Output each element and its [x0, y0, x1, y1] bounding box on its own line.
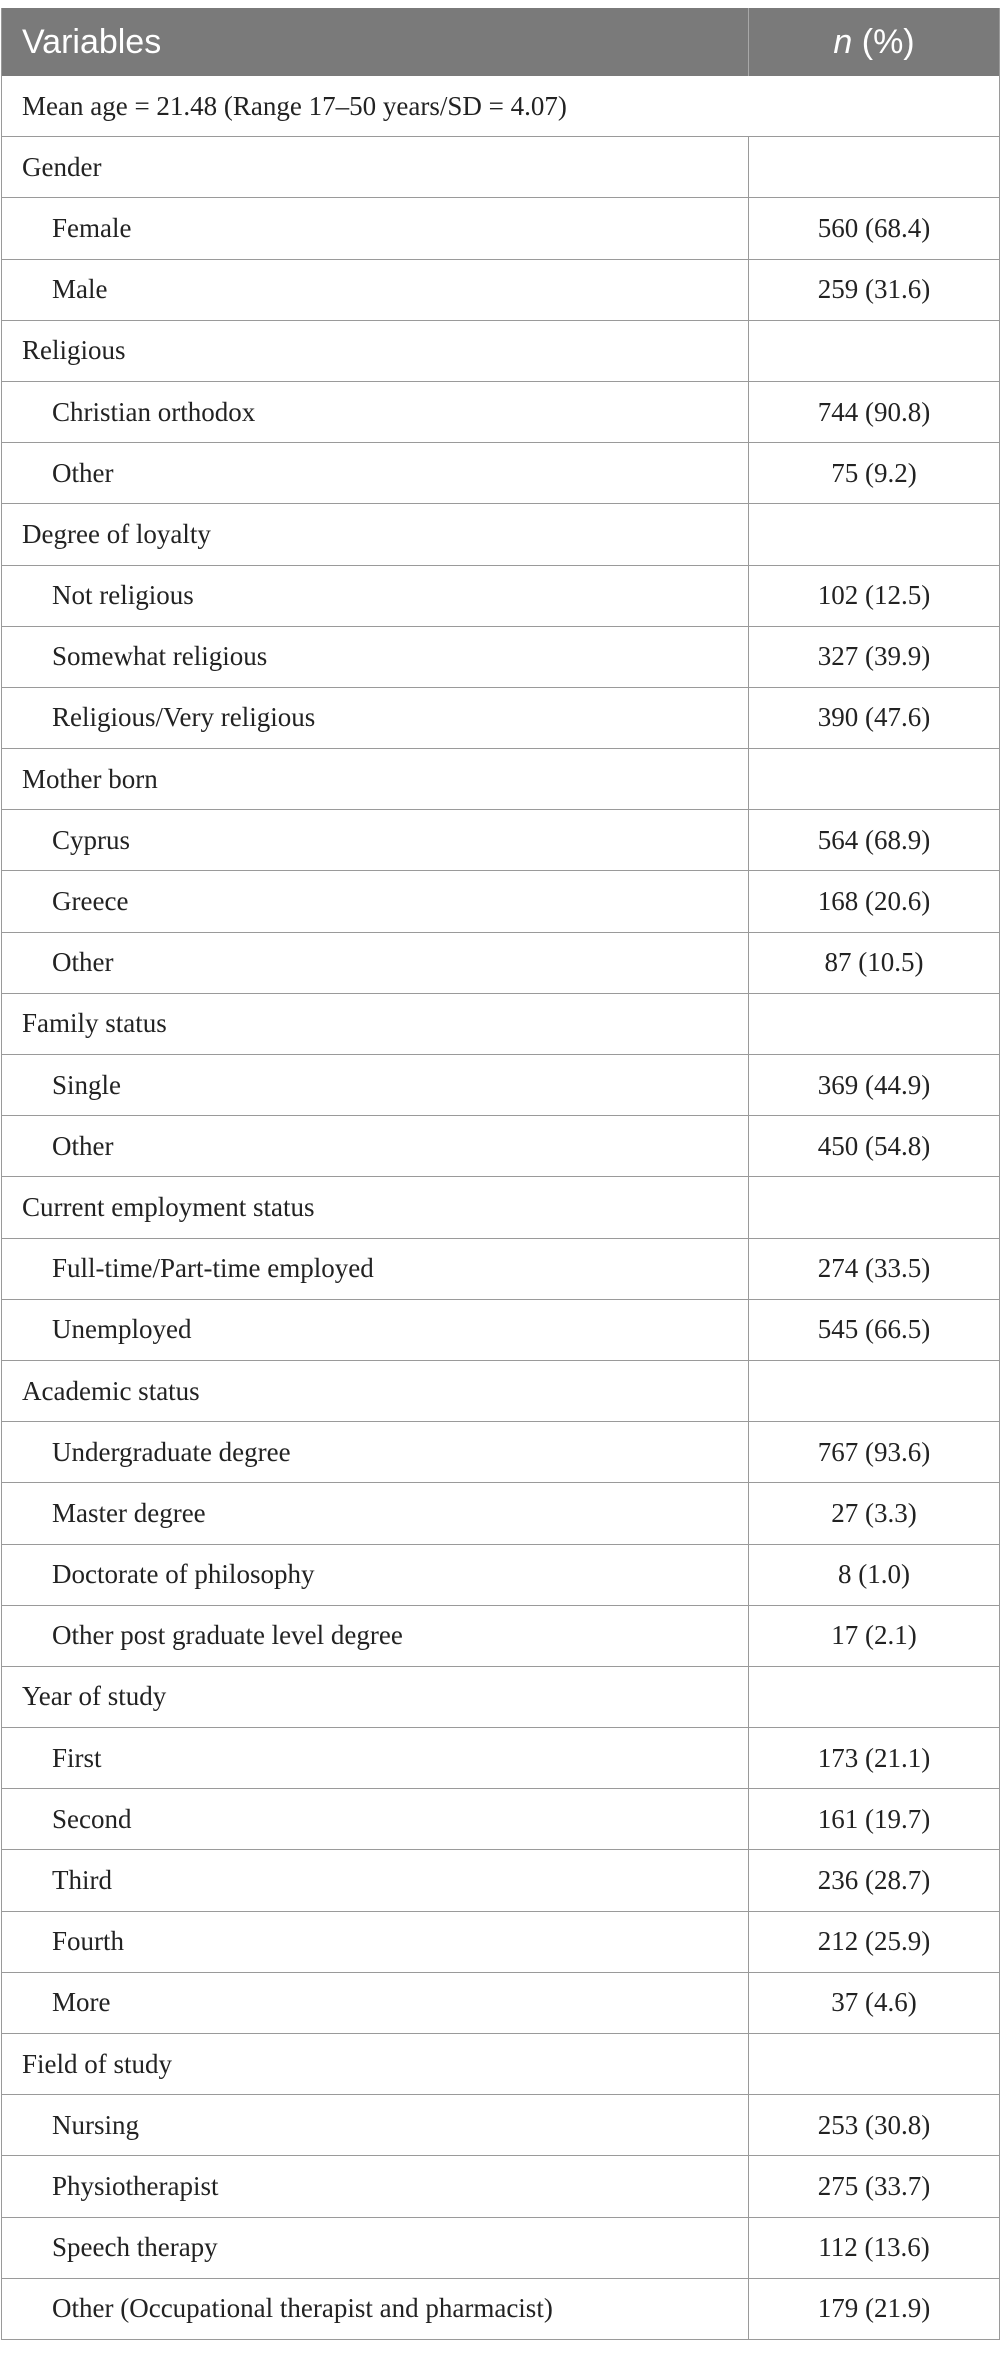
row-label: Fourth	[2, 1912, 749, 1972]
table-row	[2, 933, 999, 994]
row-label: Not religious	[2, 566, 749, 626]
row-value: 564 (68.9)	[817, 824, 931, 855]
row-value	[749, 1177, 999, 1237]
row-value: 450 (54.8)	[817, 1130, 931, 1161]
category-label: Field of study	[2, 2034, 749, 2094]
row-value: 253 (30.8)	[817, 2109, 931, 2140]
table-row	[2, 1973, 999, 2034]
table-row-category	[2, 137, 999, 198]
row-value: 37 (4.6)	[831, 1987, 917, 2018]
table-row	[2, 1055, 999, 1116]
row-value: 27 (3.3)	[831, 1497, 917, 1528]
table-row	[2, 1789, 999, 1850]
table-body	[2, 137, 999, 2340]
table-row	[2, 198, 999, 259]
row-label: Nursing	[2, 2095, 749, 2155]
row-value: 17 (2.1)	[831, 1620, 917, 1651]
row-value: 212 (25.9)	[817, 1926, 931, 1957]
row-value	[749, 137, 999, 197]
row-value	[749, 504, 999, 564]
row-value: 744 (90.8)	[817, 396, 931, 427]
table-row-category	[2, 749, 999, 810]
row-value: 369 (44.9)	[817, 1069, 931, 1100]
category-label: Gender	[2, 137, 749, 197]
table-row	[2, 2156, 999, 2217]
table-row	[2, 1239, 999, 1300]
row-label: Other	[2, 1116, 749, 1176]
table-row	[2, 810, 999, 871]
row-label: Physiotherapist	[2, 2156, 749, 2216]
demographics-table	[1, 8, 1000, 2340]
row-value: 275 (33.7)	[817, 2170, 931, 2201]
row-label: Other	[2, 933, 749, 993]
row-value: 102 (12.5)	[817, 580, 931, 611]
row-value: 545 (66.5)	[817, 1314, 931, 1345]
row-label: First	[2, 1728, 749, 1788]
table-row	[2, 2095, 999, 2156]
table-row	[2, 1422, 999, 1483]
table-row	[2, 382, 999, 443]
row-label: Other post graduate level degree	[2, 1606, 749, 1666]
row-value	[749, 1361, 999, 1421]
header-pct-label: (%)	[852, 22, 915, 61]
row-value	[749, 994, 999, 1054]
table-row	[2, 1850, 999, 1911]
row-label: Full-time/Part-time employed	[2, 1239, 749, 1299]
row-label: Religious/Very religious	[2, 688, 749, 748]
row-label: Speech therapy	[2, 2218, 749, 2278]
row-value: 168 (20.6)	[817, 886, 931, 917]
row-value: 390 (47.6)	[817, 702, 931, 733]
table-header	[2, 8, 999, 76]
table-row	[2, 2218, 999, 2279]
row-value: 327 (39.9)	[817, 641, 931, 672]
row-value: 767 (93.6)	[817, 1436, 931, 1467]
table-row-category	[2, 504, 999, 565]
table-row-category	[2, 321, 999, 382]
row-label: Male	[2, 260, 749, 320]
row-label: Unemployed	[2, 1300, 749, 1360]
row-value	[749, 749, 999, 809]
table-row	[2, 1483, 999, 1544]
table-row	[2, 871, 999, 932]
row-value: 161 (19.7)	[817, 1803, 931, 1834]
row-label: Christian orthodox	[2, 382, 749, 442]
table-row	[2, 1300, 999, 1361]
row-value: 259 (31.6)	[817, 274, 931, 305]
row-value	[749, 1667, 999, 1727]
row-label: Cyprus	[2, 810, 749, 870]
summary-row	[2, 76, 999, 137]
table-row-category	[2, 1667, 999, 1728]
row-label: Other	[2, 443, 749, 503]
row-value: 8 (1.0)	[838, 1559, 910, 1590]
table-row	[2, 627, 999, 688]
row-label: Undergraduate degree	[2, 1422, 749, 1482]
table-row	[2, 688, 999, 749]
row-value: 75 (9.2)	[831, 457, 917, 488]
row-value: 179 (21.9)	[817, 2293, 931, 2324]
table-row	[2, 2279, 999, 2340]
header-n-label: n	[833, 22, 853, 61]
row-label: Third	[2, 1850, 749, 1910]
row-label: Other (Occupational therapist and pharmacist)	[2, 2279, 749, 2339]
row-value: 112 (13.6)	[818, 2232, 930, 2263]
row-value: 236 (28.7)	[817, 1865, 931, 1896]
table-row	[2, 260, 999, 321]
table-row	[2, 1728, 999, 1789]
table-row	[2, 566, 999, 627]
table-row	[2, 1606, 999, 1667]
row-value: 560 (68.4)	[817, 212, 931, 243]
row-value	[749, 2034, 999, 2094]
row-label: Greece	[2, 871, 749, 931]
row-value: 87 (10.5)	[824, 947, 924, 978]
summary-text: Mean age = 21.48 (Range 17–50 years/SD = 4.07)	[22, 90, 567, 121]
row-value	[749, 321, 999, 381]
table-row	[2, 1912, 999, 1973]
category-label: Family status	[2, 994, 749, 1054]
table-row	[2, 1116, 999, 1177]
category-label: Religious	[2, 321, 749, 381]
row-label: More	[2, 1973, 749, 2033]
table-row	[2, 1545, 999, 1606]
row-value: 274 (33.5)	[817, 1253, 931, 1284]
row-label: Single	[2, 1055, 749, 1115]
category-label: Year of study	[2, 1667, 749, 1727]
row-value: 173 (21.1)	[817, 1742, 931, 1773]
row-label: Female	[2, 198, 749, 258]
row-label: Master degree	[2, 1483, 749, 1543]
row-label: Doctorate of philosophy	[2, 1545, 749, 1605]
table-row-category	[2, 1361, 999, 1422]
row-label: Second	[2, 1789, 749, 1849]
header-variables: Variables	[2, 8, 749, 76]
table-row-category	[2, 994, 999, 1055]
category-label: Academic status	[2, 1361, 749, 1421]
category-label: Mother born	[2, 749, 749, 809]
table-row-category	[2, 1177, 999, 1238]
row-label: Somewhat religious	[2, 627, 749, 687]
header-n-percent	[749, 8, 999, 76]
table-row	[2, 443, 999, 504]
category-label: Current employment status	[2, 1177, 749, 1237]
category-label: Degree of loyalty	[2, 504, 749, 564]
table-row-category	[2, 2034, 999, 2095]
